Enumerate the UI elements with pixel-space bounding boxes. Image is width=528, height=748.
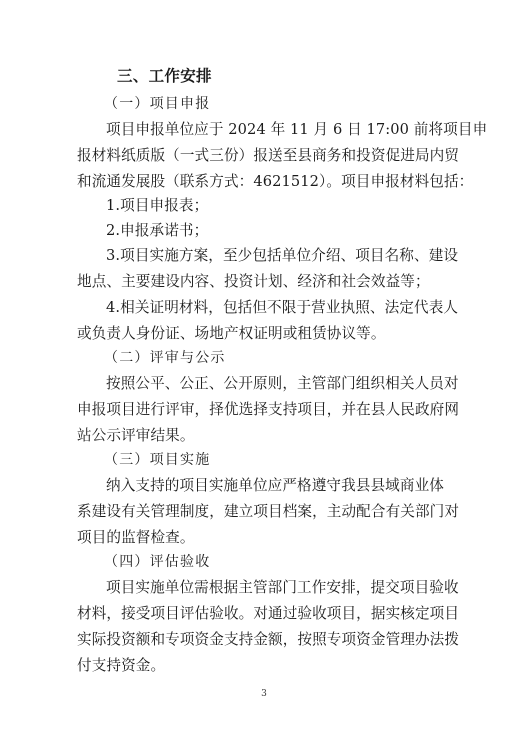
list-item: 或负责人身份证、场地产权证明或租赁协议等。 [77,325,386,342]
list-item: 2.申报承诺书； [106,222,209,239]
paragraph-line: 系建设有关管理制度，建立项目档案，主动配合有关部门对 [77,503,460,520]
subsection-heading-implementation: （三）项目实施 [104,452,211,468]
paragraph-line: 站公示评审结果。 [77,427,195,444]
paragraph-line: 项目的监督检查。 [77,529,195,546]
list-item: 1.项目申报表； [106,197,209,214]
paragraph-line: 纳入支持的项目实施单位应严格遵守我县县域商业体 [106,477,444,494]
list-item: 3.项目实施方案，至少包括单位介绍、项目名称、建设 [106,247,459,264]
section-title: 三、工作安排 [117,67,212,85]
subsection-heading-evaluation: （四）评估验收 [104,554,211,570]
list-item: 地点、主要建设内容、投资计划、经济和社会效益等； [77,273,430,290]
paragraph-line: 项目申报单位应于 2024 年 11 月 6 日 17:00 前将项目申 [106,121,488,138]
paragraph-line: 项目实施单位需根据主管部门工作安排，提交项目验收 [106,579,459,596]
paragraph-line: 和流通发展股（联系方式：4621512）。项目申报材料包括： [77,173,474,190]
paragraph-line: 按照公平、公正、公开原则，主管部门组织相关人员对 [106,375,459,392]
paragraph-line: 报材料纸质版（一式三份）报送至县商务和投资促进局内贸 [77,147,460,164]
subsection-heading-application: （一）项目申报 [104,96,211,112]
page-number: 3 [261,689,267,699]
subsection-heading-review: （二）评审与公示 [104,350,226,366]
paragraph-line: 实际投资额和专项资金支持金额，按照专项资金管理办法拨 [77,631,460,648]
list-item: 4.相关证明材料，包括但不限于营业执照、法定代表人 [106,299,459,316]
paragraph-line: 付支持资金。 [77,657,166,674]
paragraph-line: 材料，接受项目评估验收。对通过验收项目，据实核定项目 [77,605,460,622]
paragraph-line: 申报项目进行评审，择优选择支持项目，并在县人民政府网 [77,401,460,418]
